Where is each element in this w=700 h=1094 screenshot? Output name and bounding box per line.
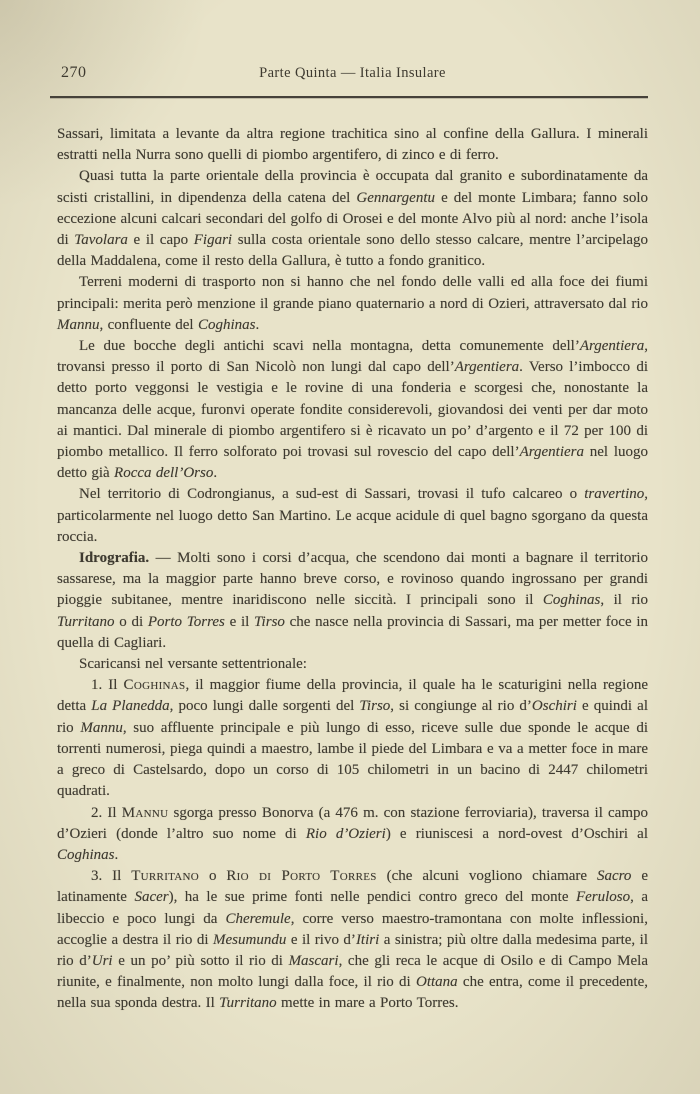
text-segment-normal: che entra, come il precedente, nella sua sponda destra. Il [57,974,648,1012]
text-segment-smallcaps: Rio di Porto Torres [226,868,377,885]
text-segment-italic: Sacro [596,868,632,885]
text-segment-normal: e latinamente [57,868,648,906]
text-segment-normal: ), ha le sue prime fonti nelle pendici contro greco del monte [168,889,576,906]
running-title: Parte Quinta — Italia Insulare [259,65,446,81]
text-segment-normal: (che alcuni vogliono chiamare [376,868,597,885]
paragraph [57,272,648,336]
text-segment-normal: a sinistra; più oltre dalla medesima parte, il rio d’ [57,931,648,969]
text-segment-normal: nel luogo detto già [57,444,648,482]
paragraph [57,803,648,867]
text-segment-italic: Itiri [355,931,380,948]
text-segment-normal: . Verso l’imbocco di detto porto veggonsi le vestigia e le rovine di una fonderia e scorgesi che, nonostante la mancanza delle acque, furonvi operate fondite considerevoli, giovandosi dei venti per dar moto ai mantici. Dal minerale di piombo argentifero si è ricavato un po’ d’argento e il 72 per 100 di piombo metallico. Il ferro solforato poi trovasi sul rovescio del capo dell’ [57,359,648,461]
text-segment-normal: Terreni moderni di trasporto non si hanno che nel fondo delle valli ed alla foce dei fiumi principali: merita però menzione il grande piano quaternario a nord di Ozieri, attraversato dal rio [57,274,648,312]
text-segment-italic: Tirso [254,613,285,630]
text-segment-italic: La Planedda [91,698,170,715]
paragraph [57,336,648,484]
text-segment-normal: Sassari, limitata a levante da altra regione trachitica sino al confine della Gallura. I minerali estratti nella Nurra sono quelli di piombo argentifero, di zinco e di ferro. [57,126,648,164]
text-segment-italic: Mesumundu [213,931,287,948]
text-segment-normal: , suo affluente principale e più lungo di esso, riceve sulle due sponde le acque di torrenti numerosi, piega quindi a maestro, lambe il piede del Limbara e va a metter foce in mare a greco di Castelsardo, dopo un corso di 105 chilometri in un bacino di 2447 chilometri quadrati. [57,719,649,800]
text-segment-normal: 2. Il [91,804,122,821]
text-segment-italic: Turritano [219,995,277,1012]
text-segment-smallcaps: Turritano [131,868,200,885]
text-segment-normal: Quasi tutta la parte orientale della provincia è occupata dal granito e subordinatamente da scisti cristallini, in dipendenza della catena del [57,168,648,206]
text-segment-normal: , trovansi presso il porto di San Nicolò non lungi dal capo dell’ [57,338,648,376]
text-segment-normal: , che gli reca le acque di Osilo e di Campo Mela riunite, e finalmente, non molto lungi dalla foce, il rio di [57,952,648,991]
text-segment-normal: e del monte Limbara; fanno solo eccezione alcuni calcari secondari del golfo di Orosei e del monte Alvo più al nord: anche l’isola di [57,189,648,249]
text-segment-italic: Ottana [415,974,458,991]
text-segment-italic: Porto Torres [147,613,225,630]
text-segment-normal: , il rio [600,592,649,609]
text-segment-italic: Argentiera [454,359,520,376]
text-segment-italic: travertino [584,486,645,503]
text-segment-italic: Coghinas [542,592,601,609]
text-segment-normal: o [199,868,227,885]
text-segment-italic: Tirso [359,698,391,715]
text-segment-italic: Feruloso [575,889,631,906]
text-segment-normal: . [255,316,260,333]
text-segment-italic: Figari [193,232,233,249]
text-segment-normal: ) e riuniscesi a nord-ovest d’Oschiri al [385,825,648,842]
text-segment-normal: — Molti sono i corsi d’acqua, che scendono dai monti a bagnare il territorio sassarese, ma la maggior parte hanno breve corso, e rovinoso quando ingrossano per grandi pioggie subitanee, mentre inaridiscono nelle siccità. I principali sono il [57,550,648,609]
paragraph [57,484,648,548]
text-segment-italic: Mascari [288,952,339,969]
page-header [57,64,648,84]
text-segment-italic: Turritano [57,613,115,630]
text-segment-italic: Uri [91,952,113,969]
text-segment-normal: che nasce nella provincia di Sassari, ma per metter foce in quella di Cagliari. [57,613,648,651]
text-segment-italic: Rocca dell’Orso [114,465,214,482]
text-segment-normal: mette in mare a Porto Torres. [276,995,459,1012]
text-segment-normal: o di [114,613,148,630]
text-segment-italic: Tavolara [74,232,128,249]
text-segment-italic: Coghinas [197,316,256,333]
text-segment-normal: , il maggior fiume della provincia, il quale ha le scaturigini nella regione detta [57,677,648,715]
text-segment-italic: Cheremule [225,910,291,927]
text-segment-normal: , poco lungi dalle sorgenti del [169,698,360,715]
text-segment-italic: Mannu [80,719,123,736]
text-segment-italic: Coghinas [57,846,115,863]
text-segment-normal: e il rivo d’ [286,931,356,948]
text-segment-normal: e un po’ più sotto il rio di [112,952,289,969]
text-segment-normal: sgorga presso Bonorva (a 476 m. con stazione ferroviaria), traversa il campo d’Ozieri (donde l’altro suo nome di [57,804,648,842]
text-segment-normal: . [114,846,119,863]
paragraph [57,866,648,1014]
paragraph [57,654,648,675]
text-segment-italic: Argentiera [519,444,585,461]
paragraph [57,166,648,272]
text-segment-normal: sulla costa orientale sono dello stesso calcare, mentre l’arcipelago della Maddalena, come il resto della Gallura, è tutto a fondo granitico. [57,232,648,270]
text-segment-italic: Argentiera [579,338,645,355]
text-segment-italic: Gennargentu [356,189,436,206]
text-segment-normal: Scaricansi nel versante settentrionale: [79,656,307,673]
text-segment-italic: Mannu [57,316,100,333]
text-segment-normal: , corre verso maestro-tramontana con molte inflessioni, accoglie a destra il rio di [57,910,648,948]
text-segment-italic: Sacer [134,889,169,906]
header-rule [50,96,648,98]
text-segment-normal: 1. Il [91,677,124,694]
text-segment-normal: Nel territorio di Codrongianus, a sud-est di Sassari, trovasi il tufo calcareo o [79,486,585,503]
text-segment-normal: Le due bocche degli antichi scavi nella montagna, detta comunemente dell’ [79,338,580,355]
text-segment-smallcaps: Coghinas [123,677,186,694]
paragraph [57,548,648,654]
text-segment-normal: . [213,465,218,482]
text-segment-smallcaps: Mannu [121,804,169,821]
text-segment-normal: , particolarmente nel luogo detto San Martino. Le acque acidule di quel bagno sgorgano da questa roccia. [57,486,648,545]
text-segment-normal: , confluente del [99,316,198,333]
text-segment-normal: 3. Il [91,868,132,885]
paragraph [57,124,648,166]
text-segment-normal: , si congiunge al rio d’ [390,698,532,715]
text-segment-bold: Idrografia. [79,550,150,567]
text-segment-normal: e il [224,613,255,630]
paragraph [57,675,648,802]
page-number: 270 [61,64,87,81]
text-segment-italic: Rio d’Ozieri [305,825,386,842]
text-segment-normal: , a libeccio e poco lungi da [57,889,648,927]
text-segment-italic: Oschiri [531,698,577,715]
text-segment-normal: e quindi al rio [57,698,648,736]
page-body [57,124,648,1015]
text-segment-normal: e il capo [127,232,194,249]
